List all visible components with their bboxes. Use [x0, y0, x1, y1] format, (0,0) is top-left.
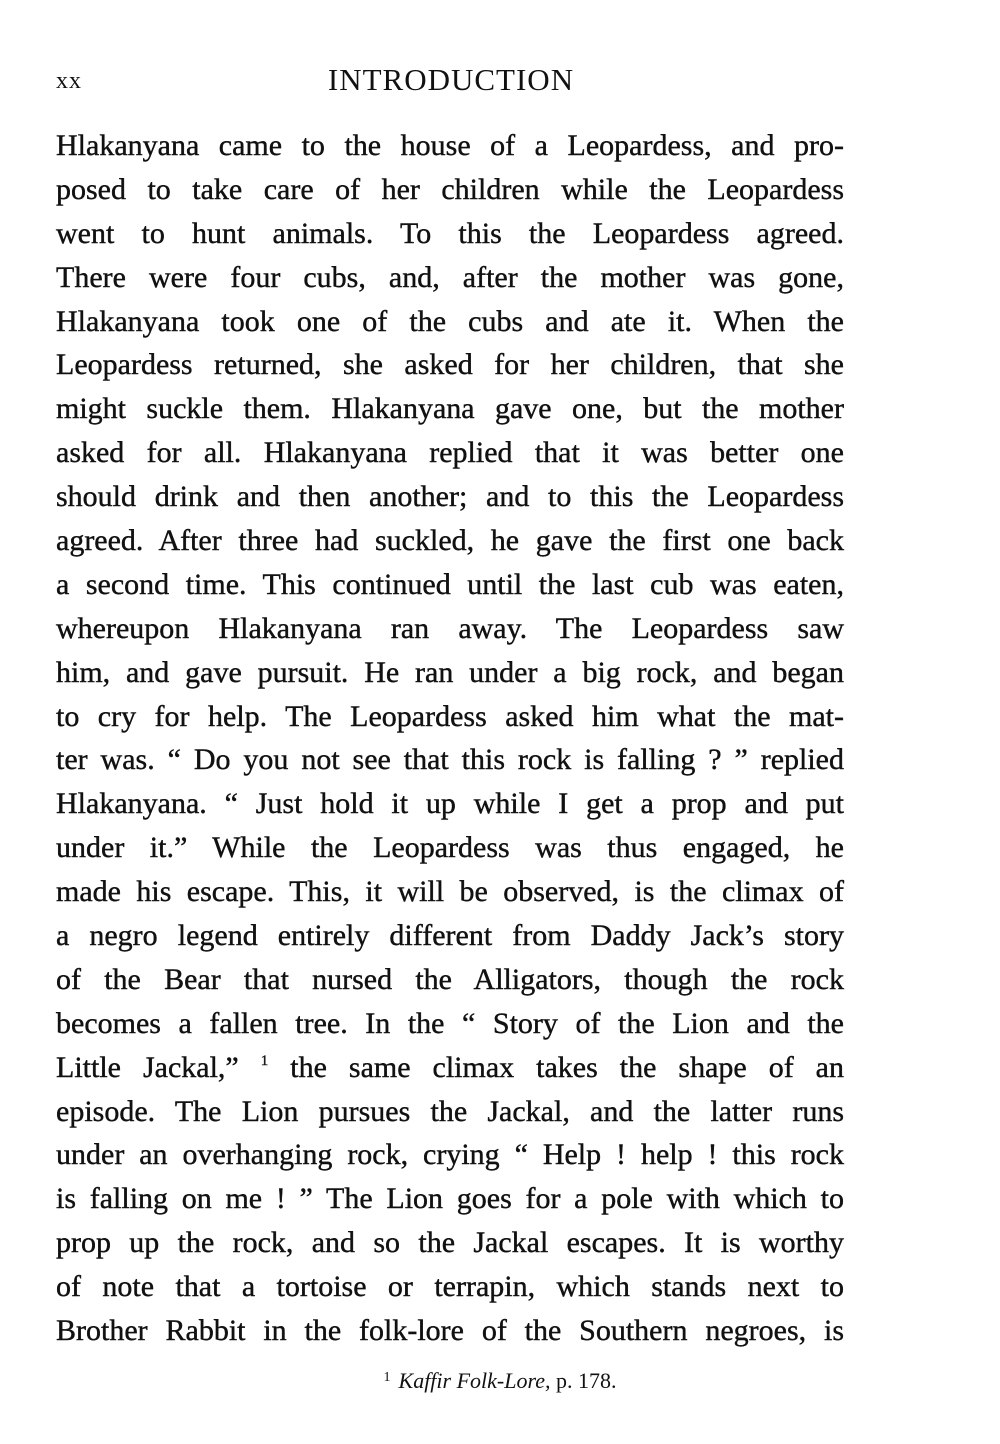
text-line: episode. The Lion pursues the Jackal, and the latter runs	[56, 1094, 844, 1128]
text-line: made his escape. This, it will be observed, is the climax of	[56, 875, 844, 909]
body-text	[56, 124, 844, 1353]
text-line: under it.” While the Leopardess was thus engaged, he	[56, 831, 844, 865]
text-line: him, and gave pursuit. He ran under a big rock, and began	[56, 655, 844, 689]
text-line: should drink and then another; and to this the Leopardess	[56, 480, 844, 514]
text-line: might suckle them. Hlakanyana gave one, but the mother	[56, 392, 844, 426]
text-line: is falling on me ! ” The Lion goes for a pole with which to	[56, 1182, 844, 1216]
text-segment: the same climax takes the shape of an	[290, 1050, 845, 1084]
text-line-with-footnote-ref	[56, 1046, 844, 1090]
text-line: ter was. “ Do you not see that this rock is falling ? ” replied	[56, 743, 844, 777]
text-line: to cry for help. The Leopardess asked him what the mat-	[56, 699, 844, 733]
text-line: whereupon Hlakanyana ran away. The Leopardess saw	[56, 611, 844, 645]
text-line: There were four cubs, and, after the mother was gone,	[56, 260, 844, 294]
footnote-source-title: Kaffir Folk-Lore,	[398, 1368, 551, 1393]
footnote-mark: 1	[383, 1370, 391, 1385]
page-header	[56, 62, 846, 102]
footnote	[0, 1368, 1000, 1394]
text-line: Hlakanyana. “ Just hold it up while I get a prop and put	[56, 787, 844, 821]
running-title: INTRODUCTION	[327, 62, 575, 97]
text-line: of the Bear that nursed the Alligators, though the rock	[56, 962, 844, 996]
text-line: went to hunt animals. To this the Leopardess agreed.	[56, 216, 844, 250]
text-line: Hlakanyana took one of the cubs and ate it. When the	[56, 304, 844, 338]
text-line: agreed. After three had suckled, he gave the first one back	[56, 524, 844, 558]
text-line: Hlakanyana came to the house of a Leopardess, and pro-	[56, 129, 844, 162]
text-line: asked for all. Hlakanyana replied that it was better one	[56, 436, 844, 470]
text-line: of note that a tortoise or terrapin, which stands next to	[56, 1270, 844, 1304]
text-segment: Little Jackal,”	[56, 1050, 239, 1084]
text-line: posed to take care of her children while the Leopardess	[56, 172, 844, 206]
text-line: Leopardess returned, she asked for her children, that she	[56, 348, 844, 382]
text-line: a second time. This continued until the last cub was eaten,	[56, 567, 844, 601]
text-line: a negro legend entirely different from Daddy Jack’s story	[56, 919, 844, 953]
footnote-reference: 1	[260, 1052, 269, 1069]
text-line: becomes a fallen tree. In the “ Story of the Lion and the	[56, 1006, 844, 1040]
footnote-page: p. 178.	[555, 1368, 617, 1393]
text-line: under an overhanging rock, crying “ Help ! help ! this rock	[56, 1138, 844, 1172]
page-number: xx	[56, 68, 82, 94]
text-line: prop up the rock, and so the Jackal escapes. It is worthy	[56, 1226, 844, 1260]
text-line: Brother Rabbit in the folk-lore of the Southern negroes, is	[56, 1314, 844, 1348]
